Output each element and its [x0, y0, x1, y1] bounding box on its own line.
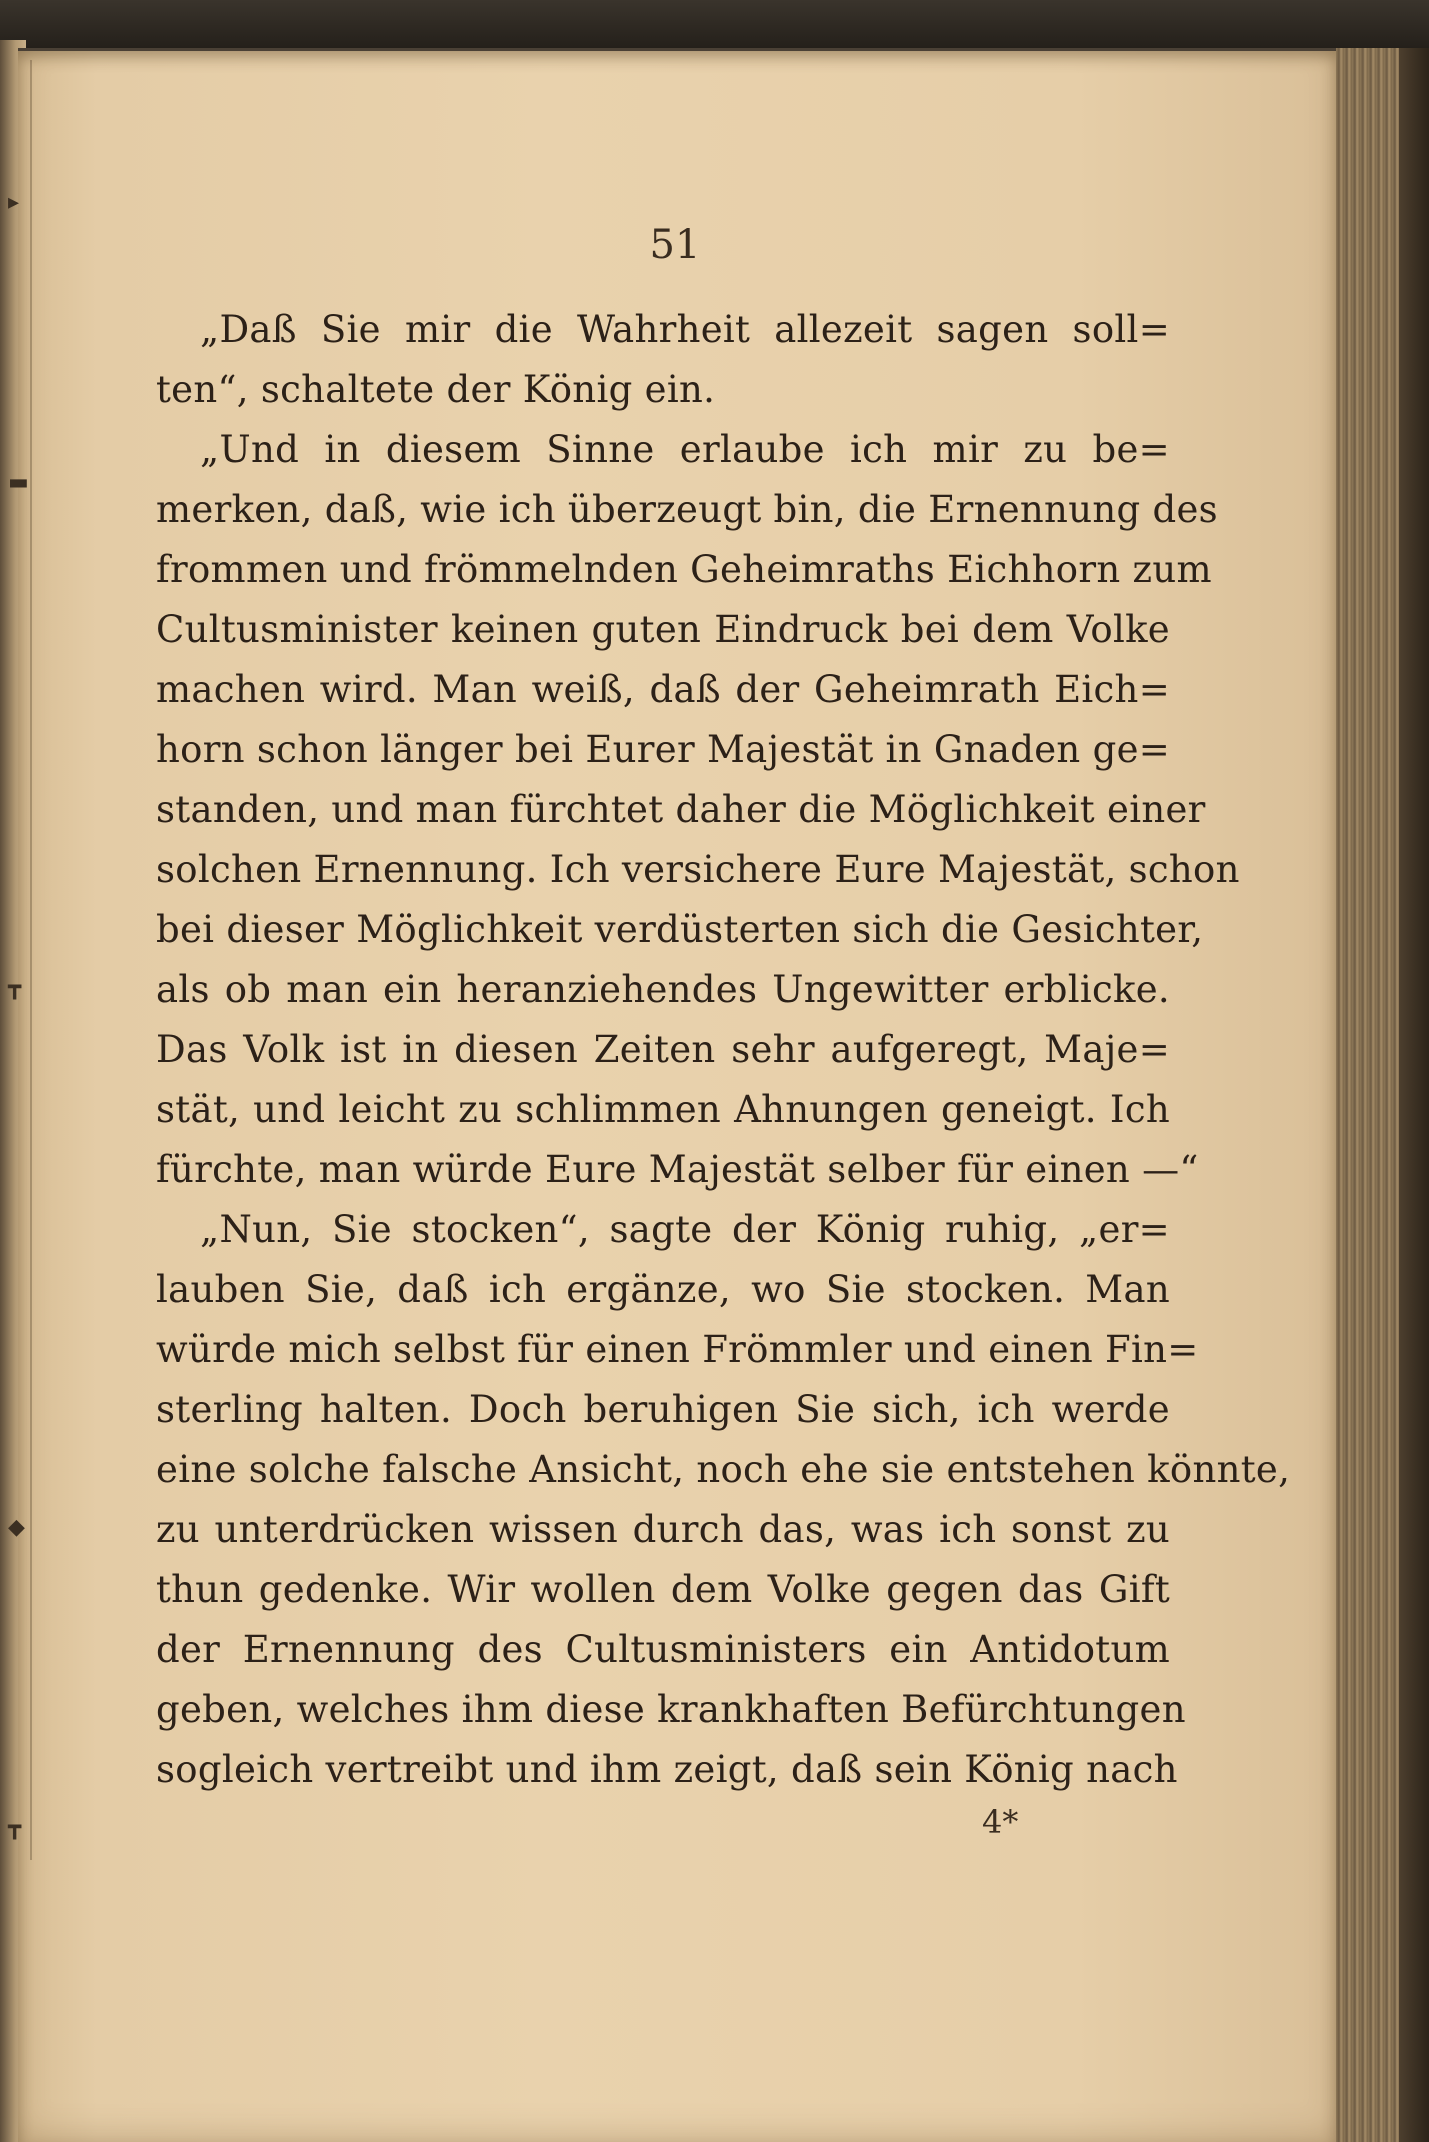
body-text	[156, 300, 1291, 1800]
text-line: eine solche falsche Ansicht, noch ehe sie entstehen könnte,	[156, 1448, 1291, 1491]
text-line: zu unterdrücken wissen durch das, was ich sonst zu	[156, 1508, 1170, 1551]
text-line: „Und in diesem Sinne erlaube ich mir zu be=	[200, 428, 1170, 471]
cover-edge	[1399, 48, 1429, 2142]
text-line: fürchte, man würde Eure Majestät selber für einen —“	[156, 1148, 1199, 1191]
text-line: lauben Sie, daß ich ergänze, wo Sie stocken. Man	[156, 1268, 1170, 1311]
text-line: stät, und leicht zu schlimmen Ahnungen geneigt. Ich	[156, 1088, 1170, 1131]
text-line: geben, welches ihm diese krankhaften Befürchtungen	[156, 1688, 1186, 1731]
text-line: sterling halten. Doch beruhigen Sie sich, ich werde	[156, 1388, 1170, 1431]
text-line: ten“, schaltete der König ein.	[156, 368, 716, 411]
text-line: Das Volk ist in diesen Zeiten sehr aufgeregt, Maje=	[156, 1028, 1170, 1071]
text-line: frommen und frömmelnden Geheimraths Eichhorn zum	[156, 548, 1212, 591]
text-line: thun gedenke. Wir wollen dem Volke gegen das Gift	[156, 1568, 1170, 1611]
page-number: 51	[649, 222, 701, 268]
text-line: machen wird. Man weiß, daß der Geheimrath Eich=	[156, 668, 1170, 711]
text-line: „Nun, Sie stocken“, sagte der König ruhig, „er=	[200, 1208, 1170, 1251]
text-line: solchen Ernennung. Ich versichere Eure Majestät, schon	[156, 848, 1240, 891]
text-line: als ob man ein heranziehendes Ungewitter erblicke.	[156, 968, 1170, 1011]
text-line: horn schon länger bei Eurer Majestät in Gnaden ge=	[156, 728, 1171, 771]
text-line: bei dieser Möglichkeit verdüsterten sich die Gesichter,	[156, 908, 1204, 951]
binding-mark-icon: ▬	[8, 470, 29, 495]
binding-mark-icon: ┳	[8, 975, 22, 1000]
text-line: standen, und man fürchtet daher die Möglichkeit einer	[156, 788, 1206, 831]
text-line: „Daß Sie mir die Wahrheit allezeit sagen soll=	[200, 308, 1170, 351]
text-line: sogleich vertreibt und ihm zeigt, daß sein König nach	[156, 1748, 1178, 1791]
gutter-line	[30, 60, 32, 1860]
binding-mark-icon: ┳	[8, 1815, 22, 1840]
binding-mark-icon: ◆	[8, 1515, 25, 1540]
text-line: der Ernennung des Cultusministers ein Antidotum	[156, 1628, 1170, 1671]
binding-mark-icon: ▸	[8, 190, 20, 215]
signature-mark: 4*	[982, 1803, 1019, 1841]
text-line: merken, daß, wie ich überzeugt bin, die Ernennung des	[156, 488, 1218, 531]
text-line: Cultusminister keinen guten Eindruck bei dem Volke	[156, 608, 1170, 651]
text-line: würde mich selbst für einen Frömmler und einen Fin=	[156, 1328, 1199, 1371]
